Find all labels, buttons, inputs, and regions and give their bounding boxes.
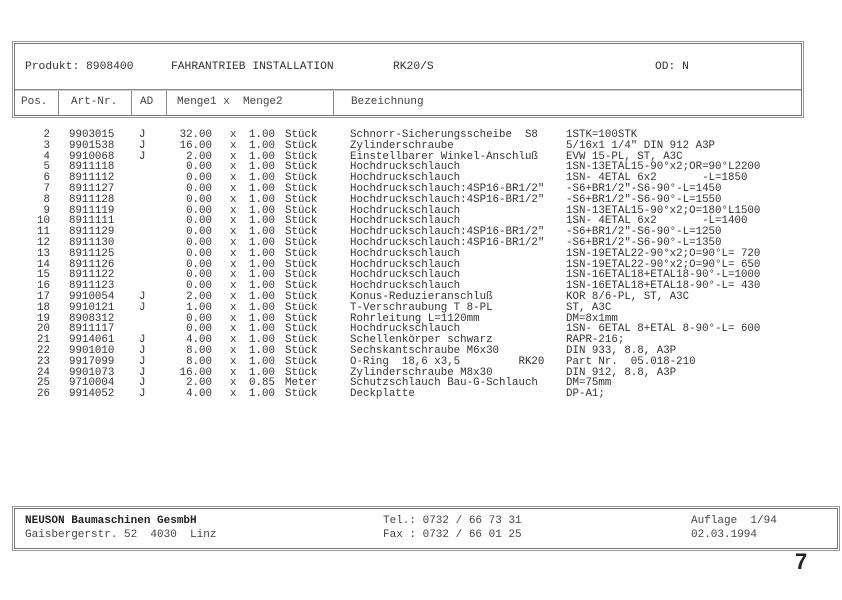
specification: 1SN- 4ETAL 6x2 -L=1400 — [566, 215, 748, 228]
model-label: RK20/S — [393, 61, 434, 73]
article-number: 8908312 — [69, 312, 115, 325]
quantity-2: 1.00 — [249, 312, 275, 325]
description: Hochdruckschlauch — [350, 215, 461, 228]
unit: Stück — [285, 139, 318, 152]
quantity-2: 1.00 — [249, 301, 275, 314]
multiply-sign: x — [230, 161, 237, 174]
product-title: FAHRANTRIEB INSTALLATION — [171, 61, 334, 73]
specification: 1SN-16ETAL18+ETAL18-90°-L=1000 — [566, 269, 761, 282]
company-address: Gaisbergerstr. 52 4030 Linz — [25, 529, 217, 541]
specification: DIN 933, 8.8, A3P — [566, 344, 677, 357]
unit: Stück — [285, 312, 318, 325]
specification: 1SN-16ETAL18+ETAL18-90°-L= 430 — [566, 280, 761, 293]
quantity-1: 8.00 — [186, 344, 212, 357]
ad-flag: J — [139, 377, 146, 390]
description: Rohrleitung L=1120mm — [350, 312, 480, 325]
article-number: 9710004 — [69, 377, 115, 390]
quantity-1: 0.00 — [186, 269, 212, 282]
multiply-sign: x — [230, 247, 237, 260]
article-number: 8911125 — [69, 247, 115, 260]
unit: Meter — [285, 377, 318, 390]
specification: ST, A3C — [566, 301, 612, 314]
company-name: NEUSON Baumaschinen GesmbH — [25, 515, 197, 527]
unit: Stück — [285, 290, 318, 303]
specification: DM=75mm — [566, 377, 612, 390]
description: Hochdruckschlauch — [350, 323, 461, 336]
product-number: Produkt: 8908400 — [25, 61, 134, 73]
position-number: 20 — [37, 323, 50, 336]
ad-flag: J — [139, 139, 146, 152]
multiply-sign: x — [230, 301, 237, 314]
multiply-sign: x — [230, 215, 237, 228]
specification: 1SN-13ETAL15-90°x2;O=180°L1500 — [566, 204, 761, 217]
quantity-2: 1.00 — [249, 129, 275, 141]
product-header-box — [14, 43, 802, 116]
description: Hochdruckschlauch — [350, 247, 461, 260]
multiply-sign: x — [230, 366, 237, 379]
description: Deckplatte — [350, 388, 415, 401]
position-number: 25 — [37, 377, 50, 390]
specification: RAPR-216; — [566, 334, 625, 347]
table-row — [0, 357, 842, 368]
quantity-1: 4.00 — [186, 334, 212, 347]
multiply-sign: x — [230, 334, 237, 347]
article-number: 9901073 — [69, 366, 115, 379]
specification: 1SN- 6ETAL 8+ETAL 8-90°-L= 600 — [566, 323, 761, 336]
multiply-sign: x — [230, 204, 237, 217]
position-number: 21 — [37, 334, 50, 347]
position-number: 18 — [37, 301, 50, 314]
description: Schellenkörper schwarz — [350, 334, 493, 347]
specification: 1STK=100STK — [566, 129, 638, 141]
quantity-1: 0.00 — [186, 172, 212, 185]
quantity-1: 0.00 — [186, 204, 212, 217]
col-header-pos: Pos. — [21, 96, 48, 108]
title-row — [15, 44, 801, 90]
multiply-sign: x — [230, 172, 237, 185]
description: O-Ring 18,6 x3,5 RK20 — [350, 355, 545, 368]
position-number: 8 — [43, 193, 50, 206]
specification: 1SN-19ETAL22-90°x2;O=90°L= 650 — [566, 258, 761, 271]
position-number: 7 — [43, 182, 50, 195]
quantity-1: 1.00 — [186, 301, 212, 314]
multiply-sign: x — [230, 280, 237, 293]
multiply-sign: x — [230, 182, 237, 195]
description: Konus-Reduzieranschluß — [350, 290, 493, 303]
column-divider — [333, 91, 334, 115]
position-number: 6 — [43, 172, 50, 185]
column-divider — [58, 91, 59, 115]
description: Sechskantschraube M6x30 — [350, 344, 500, 357]
quantity-1: 0.00 — [186, 247, 212, 260]
position-number: 3 — [43, 139, 50, 152]
multiply-sign: x — [230, 150, 237, 163]
article-number: 8911129 — [69, 226, 115, 239]
description: Hochdruckschlauch — [350, 161, 461, 174]
description: Einstellbarer Winkel-Anschluß — [350, 150, 538, 163]
quantity-2: 1.00 — [249, 290, 275, 303]
specification: 5/16x1 1/4" DIN 912 A3P — [566, 139, 716, 152]
description: Hochdruckschlauch:4SP16-BR1/2" — [350, 182, 545, 195]
multiply-sign: x — [230, 129, 237, 141]
column-header-row — [15, 91, 801, 115]
quantity-1: 0.00 — [186, 193, 212, 206]
specification: -S6+BR1/2"-S6-90°-L=1550 — [566, 193, 722, 206]
ad-flag: J — [139, 355, 146, 368]
position-number: 26 — [37, 388, 50, 401]
description: Zylinderschraube — [350, 139, 454, 152]
edition: Auflage 1/94 — [691, 515, 777, 527]
quantity-1: 2.00 — [186, 377, 212, 390]
position-number: 24 — [37, 366, 50, 379]
unit: Stück — [285, 193, 318, 206]
od-label: OD: N — [655, 61, 689, 73]
article-number: 8911128 — [69, 193, 115, 206]
article-number: 9917099 — [69, 355, 115, 368]
multiply-sign: x — [230, 290, 237, 303]
specification: -S6+BR1/2"-S6-90°-L=1250 — [566, 226, 722, 239]
position-number: 11 — [37, 226, 50, 239]
multiply-sign: x — [230, 193, 237, 206]
multiply-sign: x — [230, 355, 237, 368]
specification: -S6+BR1/2"-S6-90°-L=1350 — [566, 236, 722, 249]
quantity-2: 1.00 — [249, 247, 275, 260]
specification: DP-A1; — [566, 388, 605, 401]
multiply-sign: x — [230, 388, 237, 401]
multiply-sign: x — [230, 236, 237, 249]
specification: -S6+BR1/2"-S6-90°-L=1450 — [566, 182, 722, 195]
quantity-1: 0.00 — [186, 323, 212, 336]
specification: DIN 912, 8.8, A3P — [566, 366, 677, 379]
quantity-2: 1.00 — [249, 323, 275, 336]
table-row — [0, 389, 842, 400]
article-number: 9901538 — [69, 139, 115, 152]
ad-flag: J — [139, 366, 146, 379]
quantity-1: 0.00 — [186, 161, 212, 174]
col-header-art-nr: Art-Nr. — [71, 96, 118, 108]
description: Zylinderschraube M8x30 — [350, 366, 493, 379]
multiply-sign: x — [230, 226, 237, 239]
position-number: 13 — [37, 247, 50, 260]
quantity-1: 0.00 — [186, 258, 212, 271]
article-number: 8911111 — [69, 215, 115, 228]
specification: 1SN-13ETAL15-90°x2;OR=90°L2200 — [566, 161, 761, 174]
article-number: 9910068 — [69, 150, 115, 163]
quantity-2: 1.00 — [249, 344, 275, 357]
description: Hochdruckschlauch:4SP16-BR1/2" — [350, 226, 545, 239]
position-number: 5 — [43, 161, 50, 174]
unit: Stück — [285, 236, 318, 249]
unit: Stück — [285, 182, 318, 195]
description: Hochdruckschlauch — [350, 258, 461, 271]
unit: Stück — [285, 150, 318, 163]
specification: 1SN-19ETAL22-90°x2;O=90°L= 720 — [566, 247, 761, 260]
quantity-1: 32.00 — [179, 129, 212, 141]
fax: Fax : 0732 / 66 01 25 — [383, 529, 522, 541]
specification: KOR 8/6-PL, ST, A3C — [566, 290, 690, 303]
article-number: 8911123 — [69, 280, 115, 293]
quantity-1: 0.00 — [186, 280, 212, 293]
specification: 1SN- 4ETAL 6x2 -L=1850 — [566, 172, 748, 185]
multiply-sign: x — [230, 323, 237, 336]
table-row — [0, 141, 842, 152]
position-number: 9 — [43, 204, 50, 217]
article-number: 8911122 — [69, 269, 115, 282]
position-number: 23 — [37, 355, 50, 368]
multiply-sign: x — [230, 344, 237, 357]
article-number: 8911130 — [69, 236, 115, 249]
quantity-2: 1.00 — [249, 139, 275, 152]
description: Hochdruckschlauch — [350, 204, 461, 217]
multiply-sign: x — [230, 377, 237, 390]
specification: DM=8x1mm — [566, 312, 618, 325]
article-number: 8911119 — [69, 204, 115, 217]
page-number: 7 — [795, 549, 808, 574]
article-number: 9901010 — [69, 344, 115, 357]
quantity-2: 1.00 — [249, 355, 275, 368]
telephone: Tel.: 0732 / 66 73 31 — [383, 515, 522, 527]
column-divider — [166, 91, 167, 115]
article-number: 8911127 — [69, 182, 115, 195]
article-number: 8911126 — [69, 258, 115, 271]
unit: Stück — [285, 344, 318, 357]
unit: Stück — [285, 388, 318, 401]
quantity-2: 1.00 — [249, 204, 275, 217]
unit: Stück — [285, 355, 318, 368]
position-number: 10 — [37, 215, 50, 228]
position-number: 16 — [37, 280, 50, 293]
article-number: 9914061 — [69, 334, 115, 347]
article-number: 9914052 — [69, 388, 115, 401]
ad-flag: J — [139, 334, 146, 347]
quantity-1: 0.00 — [186, 226, 212, 239]
specification: EVW 15-PL, ST, A3C — [566, 150, 683, 163]
position-number: 19 — [37, 312, 50, 325]
multiply-sign: x — [230, 312, 237, 325]
unit: Stück — [285, 161, 318, 174]
unit: Stück — [285, 269, 318, 282]
description: Hochdruckschlauch — [350, 280, 461, 293]
column-divider — [131, 91, 132, 115]
col-header-ad: AD — [140, 96, 154, 108]
unit: Stück — [285, 247, 318, 260]
position-number: 17 — [37, 290, 50, 303]
col-header-menge: Menge1 x Menge2 — [177, 96, 283, 108]
unit: Stück — [285, 366, 318, 379]
unit: Stück — [285, 129, 318, 141]
quantity-1: 0.00 — [186, 182, 212, 195]
description: Hochdruckschlauch — [350, 172, 461, 185]
ad-flag: J — [139, 129, 146, 141]
ad-flag: J — [139, 344, 146, 357]
quantity-1: 4.00 — [186, 388, 212, 401]
position-number: 22 — [37, 344, 50, 357]
article-number: 8911117 — [69, 323, 115, 336]
unit: Stück — [285, 204, 318, 217]
table-row — [0, 195, 842, 206]
quantity-1: 0.00 — [186, 215, 212, 228]
position-number: 2 — [43, 129, 50, 141]
quantity-2: 0.85 — [249, 377, 275, 390]
quantity-2: 1.00 — [249, 388, 275, 401]
multiply-sign: x — [230, 269, 237, 282]
description: Hochdruckschlauch:4SP16-BR1/2" — [350, 193, 545, 206]
quantity-2: 1.00 — [249, 161, 275, 174]
quantity-2: 1.00 — [249, 182, 275, 195]
quantity-2: 1.00 — [249, 258, 275, 271]
unit: Stück — [285, 215, 318, 228]
quantity-1: 2.00 — [186, 150, 212, 163]
quantity-1: 0.00 — [186, 236, 212, 249]
description: Hochdruckschlauch — [350, 269, 461, 282]
parts-list — [0, 130, 842, 400]
ad-flag: J — [139, 150, 146, 163]
article-number: 8911112 — [69, 172, 115, 185]
unit: Stück — [285, 172, 318, 185]
unit: Stück — [285, 323, 318, 336]
unit: Stück — [285, 334, 318, 347]
position-number: 15 — [37, 269, 50, 282]
quantity-2: 1.00 — [249, 150, 275, 163]
quantity-1: 8.00 — [186, 355, 212, 368]
quantity-2: 1.00 — [249, 236, 275, 249]
edition-date: 02.03.1994 — [691, 529, 758, 541]
unit: Stück — [285, 258, 318, 271]
article-number: 9910121 — [69, 301, 115, 314]
quantity-2: 1.00 — [249, 334, 275, 347]
ad-flag: J — [139, 301, 146, 314]
quantity-1: 2.00 — [186, 290, 212, 303]
quantity-1: 16.00 — [179, 366, 212, 379]
article-number: 9903015 — [69, 129, 115, 141]
article-number: 9910054 — [69, 290, 115, 303]
multiply-sign: x — [230, 139, 237, 152]
description: Hochdruckschlauch:4SP16-BR1/2" — [350, 236, 545, 249]
quantity-1: 16.00 — [179, 139, 212, 152]
position-number: 14 — [37, 258, 50, 271]
table-row — [0, 303, 842, 314]
position-number: 4 — [43, 150, 50, 163]
footer-box — [14, 508, 838, 549]
unit: Stück — [285, 226, 318, 239]
unit: Stück — [285, 301, 318, 314]
table-row — [0, 378, 842, 389]
quantity-1: 0.00 — [186, 312, 212, 325]
quantity-2: 1.00 — [249, 215, 275, 228]
table-row — [0, 249, 842, 260]
ad-flag: J — [139, 388, 146, 401]
quantity-2: 1.00 — [249, 366, 275, 379]
description: Schnorr-Sicherungsscheibe S8 — [350, 129, 538, 141]
quantity-2: 1.00 — [249, 172, 275, 185]
article-number: 8911118 — [69, 161, 115, 174]
description: Schutzschlauch Bau-G-Schlauch — [350, 377, 538, 390]
multiply-sign: x — [230, 258, 237, 271]
unit: Stück — [285, 280, 318, 293]
quantity-2: 1.00 — [249, 269, 275, 282]
description: T-Verschraubung T 8-PL — [350, 301, 493, 314]
ad-flag: J — [139, 290, 146, 303]
col-header-bezeichnung: Bezeichnung — [351, 96, 424, 108]
position-number: 12 — [37, 236, 50, 249]
quantity-2: 1.00 — [249, 280, 275, 293]
quantity-2: 1.00 — [249, 193, 275, 206]
quantity-2: 1.00 — [249, 226, 275, 239]
specification: Part Nr. 05.018-210 — [566, 355, 696, 368]
